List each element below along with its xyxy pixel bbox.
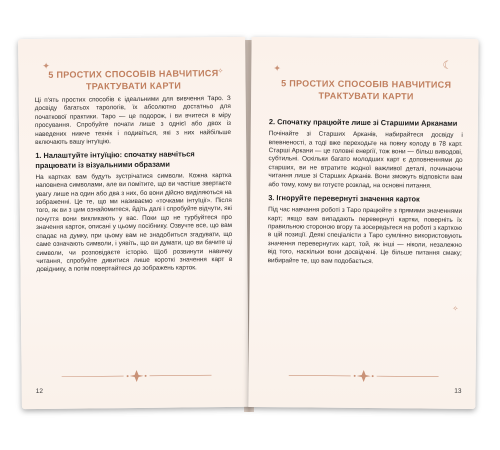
divider-ornament-icon <box>289 367 439 384</box>
page-number: 12 <box>35 387 44 396</box>
divider-ornament-icon <box>62 367 212 385</box>
crescent-moon-icon: ☾ <box>442 59 453 72</box>
page-title: 5 ПРОСТИХ СПОСОБІВ НАВЧИТИСЯ ТРАКТУВАТИ КАРТИ <box>281 78 452 102</box>
sparkle-icon: ✦ <box>273 63 281 74</box>
sparkle-icon: ✧ <box>217 68 224 76</box>
page-title: 5 ПРОСТИХ СПОСОБІВ НАВЧИТИСЯ ТРАКТУВАТИ КАРТИ <box>48 68 219 92</box>
sparkle-icon: ✦ <box>42 60 50 71</box>
intro-paragraph: Ці п'ять простих способів є ідеальними для вивчення Таро. З досвіду багатьох тарологів, їх абсолютно достатньо для початкової практики. Таро — це подорож, і ви вчитеся в міру просування. Спробуйте почати лише з однієї або двох із наведених нижче технік і подивіться, які з них найбільше включають вашу інтуїцію. <box>34 94 232 147</box>
page-body <box>35 95 233 279</box>
page-body <box>268 115 463 271</box>
section-paragraph: Почінайте зі Старших Арканів, набирайтеся досвіду і впевненості, а тоді вже переходьте на повну колоду в 78 карт. Старші Аркани — це головні енергії, тож вони — більш виводові, субтильні. Оскільки багато молодших карт є доповненнями до старших, ви не втратите жодної важливої деталі, починаючи читання лише зі Старших Арканів. Вони зможуть відповісти вам або тому, кому ви готуєте розклад, на основні питання. <box>268 130 463 190</box>
section-heading: 1. Налаштуйте інтуїцію: спочатку навчіться працювати із візуальними образами <box>35 149 195 170</box>
sparkle-icon: ✧ <box>452 305 459 313</box>
page-number: 13 <box>454 387 462 395</box>
section-heading: 3. Ігноруйте перевернуті значення карток <box>268 193 420 204</box>
section-paragraph: На картках вам будуть зустрічатися символи. Кожна картка наповнена символами, але ви помітите, що ви частіше звертаєте увагу лише на один або два з них, бо вони дійсно виділяються на зображенні. Це те, що ми називаємо «точками інтуїції». Після того, як ви з цим ознайомитеся, йдіть далі і спробуйте відчути, які почуття вони викликають у вас. Поки що не турбуйтеся про значення карток, описані у цьому посібнику. Озвучте все, що вам спадає на думку, при цьому вам не знадобиться згадувати, що саме означають символи, і уявіть, що ви думати, що ви бачите ці символи, чи розповідаєте історію. Щоб розвинути навичку читання, спробуйте дивитися лише короткі значення карт в довіднику, а потім повертайтеся до зображень карток. <box>35 171 233 274</box>
right-page <box>248 37 478 409</box>
section-heading: 2. Спочатку працюйте лише зі Старшими Арканами <box>268 117 458 128</box>
section-paragraph: Під час навчання роботі з Таро працюйте з прямими значеннями карт; якщо вам випадають перевернуті картки, поверніть їх правильною стороною вгору та зосередьтеся на роботі з карткою в цій позиції. Деякі спеціалісти з Таро сумлінно використовують значення перевернутих карт, той, як інші — ніколи, незалежно від того, наскільки вони досвідчені. Це більше питання смаку; вибирайте те, що вам подобається. <box>267 206 463 265</box>
left-page <box>18 37 249 409</box>
open-booklet <box>20 38 482 414</box>
